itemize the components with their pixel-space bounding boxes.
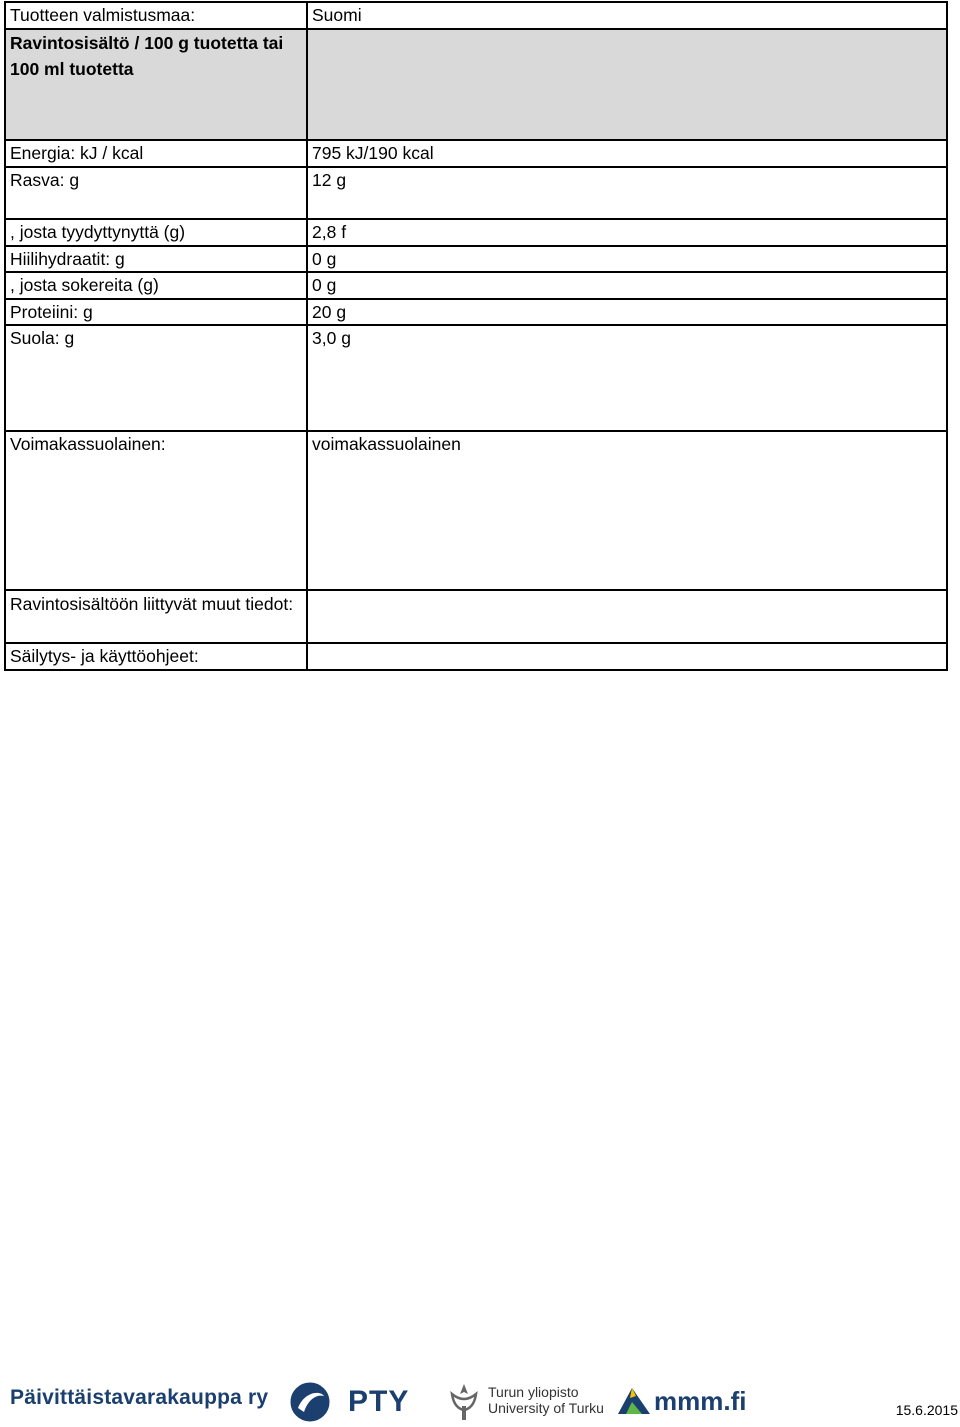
row-value bbox=[307, 590, 947, 643]
torch-icon bbox=[446, 1382, 482, 1422]
mmm-logo: mmm.fi bbox=[616, 1384, 652, 1421]
row-label: , josta sokereita (g) bbox=[5, 272, 307, 299]
row-label: Tuotteen valmistusmaa: bbox=[5, 2, 307, 29]
row-label: , josta tyydyttynyttä (g) bbox=[5, 219, 307, 246]
mountain-icon bbox=[616, 1384, 652, 1416]
row-label: Voimakassuolainen: bbox=[5, 431, 307, 590]
row-value bbox=[307, 29, 947, 140]
row-label: Suola: g bbox=[5, 325, 307, 431]
document-date: 15.6.2015 bbox=[895, 1402, 958, 1418]
paivittaistavarakauppa-logo: Päivittäistavarakauppa ry bbox=[10, 1386, 269, 1409]
table-row bbox=[5, 2, 947, 29]
row-value: 12 g bbox=[307, 167, 947, 219]
row-label: Proteiini: g bbox=[5, 299, 307, 325]
row-value: Suomi bbox=[307, 2, 947, 29]
row-label: Ravintosisältö / 100 g tuotetta tai 100 ml tuotetta bbox=[5, 29, 307, 140]
table-row bbox=[5, 29, 947, 140]
table-row bbox=[5, 167, 947, 219]
row-label: Rasva: g bbox=[5, 167, 307, 219]
table-row bbox=[5, 299, 947, 325]
row-value: voimakassuolainen bbox=[307, 431, 947, 590]
row-value bbox=[307, 643, 947, 670]
turun-yliopisto-line1: Turun yliopisto bbox=[488, 1384, 579, 1400]
table-row bbox=[5, 219, 947, 246]
footer bbox=[0, 1378, 960, 1423]
row-label: Säilytys- ja käyttöohjeet: bbox=[5, 643, 307, 670]
table-row bbox=[5, 325, 947, 431]
row-label: Ravintosisältöön liittyvät muut tiedot: bbox=[5, 590, 307, 643]
row-value: 20 g bbox=[307, 299, 947, 325]
table-row bbox=[5, 140, 947, 167]
row-value: 0 g bbox=[307, 272, 947, 299]
row-value: 795 kJ/190 kcal bbox=[307, 140, 947, 167]
table-row bbox=[5, 272, 947, 299]
row-value: 2,8 f bbox=[307, 219, 947, 246]
table-row bbox=[5, 590, 947, 643]
table-row bbox=[5, 431, 947, 590]
turun-yliopisto-line2: University of Turku bbox=[488, 1400, 604, 1416]
table-row bbox=[5, 246, 947, 272]
row-value: 0 g bbox=[307, 246, 947, 272]
turun-yliopisto-logo bbox=[446, 1382, 604, 1427]
table-row bbox=[5, 643, 947, 670]
pty-logo: PTY bbox=[290, 1382, 420, 1427]
product-info-table bbox=[4, 1, 948, 671]
row-label: Hiilihydraatit: g bbox=[5, 246, 307, 272]
row-value: 3,0 g bbox=[307, 325, 947, 431]
row-label: Energia: kJ / kcal bbox=[5, 140, 307, 167]
